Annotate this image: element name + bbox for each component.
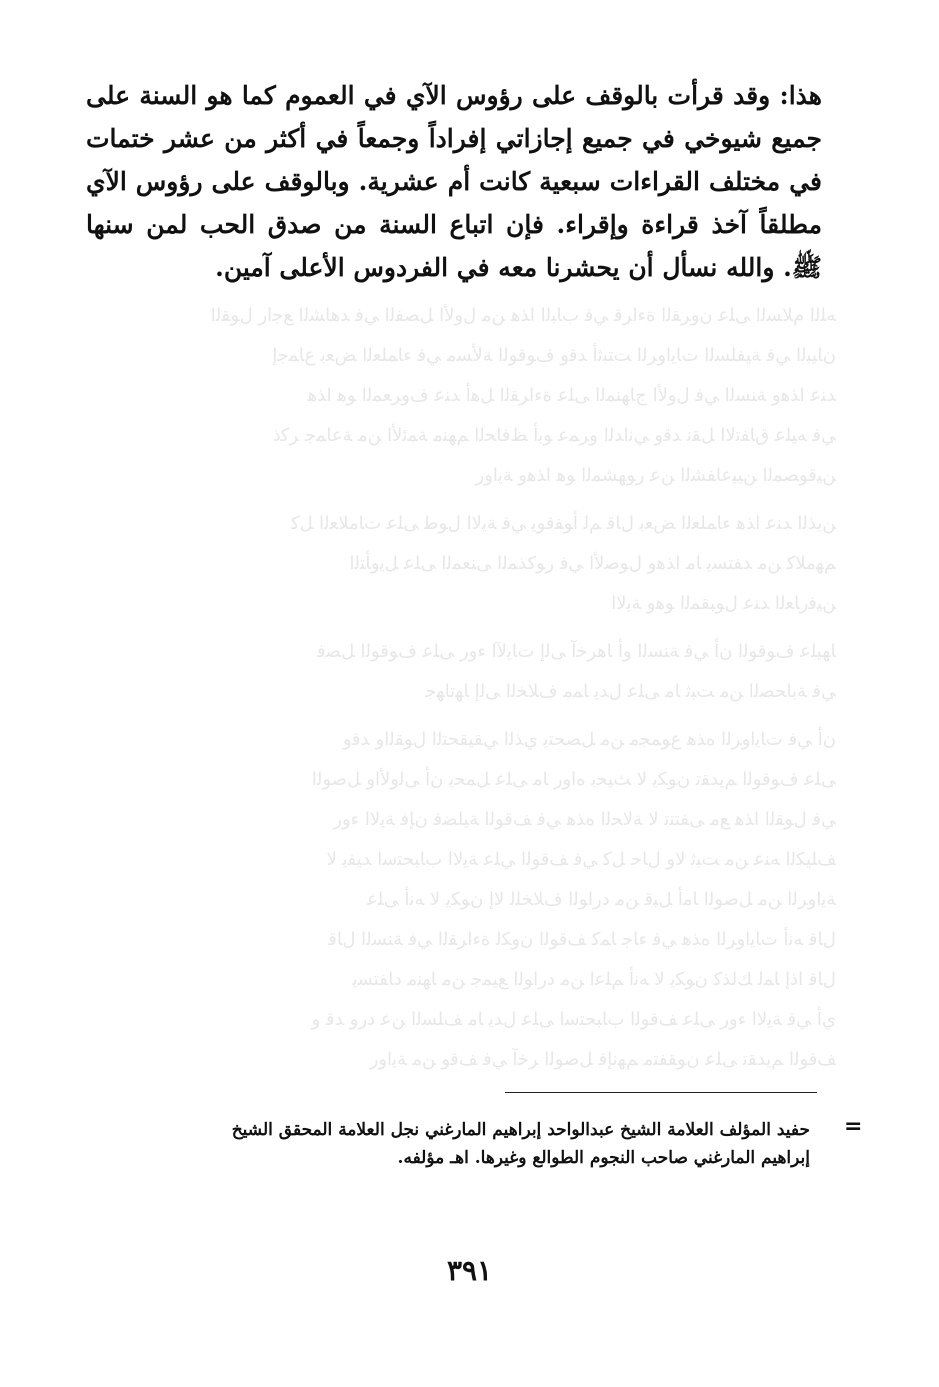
main-paragraph: هذا: وقد قرأت بالوقف على رؤوس الآي في العموم كما هو السنة على جميع شيوخي في جميع إجازاتي إفراداً وجمعاً في أكثر من عشر ختمات في مختلف القراءات سبعية كانت أم عشرية. وبالوقف على رؤوس الآي مطلقاً آخذ قراءة وإقراء. فإن اتباع السنة من صدق الحب لمن سنها ﷺ. والله نسأل أن يحشرنا معه في الفردوس الأعلى آمين. bbox=[86, 81, 822, 282]
footnote-text: حفيد المؤلف العلامة الشيخ عبدالواحد إبراهيم المارغني نجل العلامة المحقق الشيخ إبراهيم المارغني صاحب النجوم الطوالع وغيرها. اهـ مؤلفه. bbox=[231, 1120, 810, 1168]
footnote-separator bbox=[505, 1092, 817, 1093]
page-number: ٣٩١ bbox=[446, 1254, 493, 1287]
footnote-continuation-marker: = bbox=[844, 1114, 863, 1139]
bleed-through-text: ﻪﻠﻟﺍ ﻡﻼﺴﻟﺍ ﻰﻠﻋ ﻥﻭﺮﻘﻟﺍ ﺓﺀﺍﺮﻗ ﻲﻓ ﺏﺎﺒﻟﺍ ﺍﺬﻫ ﻦﻣ ﻝﻭﻷﺍ ﻞﺼﻔﻟﺍ ﻲﻓ ﺪﻫﺎﺸﻟﺍ ﻊﺟﺍﺭ ﻝﻮﻘﻟﺍ ﻥﺎﻴﺒﻟﺍ ﻲﻓ ﺔﻴﻔﻠﺴﻟﺍ ﺕﺎﻳﺍﻭﺮﻟﺍ ﺖﺘﺒﺛﺃ ﺪﻗﻭ ﻑﻮﻗﻮﻟﺍ ﺔﻟﺄﺴﻣ ﻲﻓ ﺀﺎﻤﻠﻌﻟﺍ ﺾﻌﺑ ﻉﺎﻤﺟﺇ ﺪﻨﻋ ﺍﺬﻫﻭ ﺔﻨﺴﻟﺍ ﻲﻓ ﻝﻭﻷﺍ ﺝﺎﻬﻨﻤﻟﺍ ﻰﻠﻋ ﺓﺀﺍﺮﻘﻟﺍ ﻞﻫﺃ ﺪﻨﻋ ﻑﻭﺮﻌﻤﻟﺍ ﻮﻫ ﺍﺬﻫ ﻲﻓ ﻪﻴﻠﻋ ﻕﺎﻔﺗﻻﺍ ﻞﻘﻧ ﺪﻗﻭ ﻲﻧﺍﺪﻟﺍ ﻭﺮﻤﻋ ﻮﺑﺃ ﻆﻓﺎﺤﻟﺍ ﻢﻬﻨﻣ ﺔﻤﺋﻷﺍ ﻦﻣ ﺔﻋﺎﻤﺟ ﺮﻛﺫ ﻦﻴﻗﻮﺼﻤﻟﺍ ﻦﻴﻴﻋﺎﻔﺸﻟﺍ ﻦﻋ ﺭﻮﻬﺸﻤﻟﺍ ﻮﻫ ﺍﺬﻫﻭ ﺔﻳﺍﻭﺭ ﻦﻳﺬﻟﺍ ﺪﻨﻋ ﺍﺬﻫ ﺀﺎﻤﻠﻌﻟﺍ ﺾﻌﺑ ﻝﺎﻗ ﻢﻟ ﺃﻮﻔﻗﻮﻳ ﻲﻓ ﺔﻳﻻﺍ ﻝﻮﻃ ﻰﻠﻋ ﺕﺎﻣﻼﻌﻟﺍ ﻞﻛ ﻢﻬﻣﻼﻛ ﻦﻣ ﺪﻔﺘﺴﻳ ﺎﻣ ﺍﺬﻫﻭ ﻝﻮﺻﻷﺍ ﻲﻓ ﺭﻮﻛﺬﻤﻟﺍ ﻰﻨﻌﻤﻟﺍ ﻰﻠﻋ ﻞﻳﻭﺄﺘﻟﺍ ﻦﻴﻓﺭﺎﻌﻟﺍ ﺪﻨﻋ ﻝﻮﺒﻘﻤﻟﺍ ﻮﻫﻭ ﺔﻳﻻﺍ ﺎﻬﻴﻠﻋ ﻑﻮﻗﻮﻟﺍ ﻥﺃ ﻲﻓ ﺔﻨﺴﻟﺍ ﻭﺃ ﺎﻫﺮﺧﺁ ﻰﻟﺇ ﺕﺎﻳﻵﺍ ﺀﻭﺭ ﻰﻠﻋ ﻑﻮﻗﻮﻟﺍ ﻞﺼﻓ ﻲﻓ ﺔﺑﺎﺤﺼﻟﺍ ﻦﻣ ﺖﺒﺛ ﺎﻣ ﻰﻠﻋ ﻝﺪﻳ ﺎﻤﻣ ﻑﻼﺨﻟﺍ ﻰﻟﺇ ﺎﻬﺗﺎﻬﺟ ﻥﺃ ﻲﻓ ﺕﺎﻳﺍﻭﺮﻟﺍ ﻩﺬﻫ ﻉﻮﻤﺠﻣ ﻦﻣ ﻞﺼﺤﺘﻳ ﻱﺬﻟﺍ ﻲﻘﻴﻘﺤﺘﻟﺍ ﻝﻮﻘﻟﺍﻭ ﺪﻗﻭ ﻰﻠﻋ ﻑﻮﻗﻮﻟﺍ ﻢﻳﺪﻘﺗ ﻥﻮﻜﻳ ﻻ ﺚﻴﺤﺑ ﻩﺍﻭﺭ ﺎﻣ ﻰﻠﻋ ﻞﻤﺤﻳ ﻥﺃ ﻰﻟﻭﻷﺍﻭ ﻞﺻﻮﻟﺍ ﻲﻓ ﻝﻮﻘﻟﺍ ﺍﺬﻫ ﻊﻣ ﻰﻔﺘﻨﺗ ﻻ ﺔﻟﺎﺤﻟﺍ ﻩﺬﻫ ﻲﻓ ﻒﻗﻮﻟﺍ ﺔﻴﻠﻀﻓ ﻥﺈﻓ ﺔﻳﻻﺍ ﺀﻭﺭ ﻒﻠﻴﻜﻟﺍ ﻪﻨﻋ ﻦﻣ ﺖﺒﺛ ﻻﻭ ﻝﺎﺣ ﻞﻛ ﻲﻓ ﻒﻗﻮﻟﺍ ﻲﻠﻋ ﺔﻳﻻﺍ ﺏﺎﺒﺤﺘﺳﺍ ﺪﻴﻔﻳ ﻻ ﺔﻳﺍﻭﺮﻟﺍ ﻦﻣ ﻞﺻﻮﻟﺍ ﺎﻣﺃ ﻞﺒﻗ ﻦﻣ ﺩﺭﺍﻮﻟﺍ ﻑﻼﺨﻠﻟ ﻻﺇ ﻥﻮﻜﻳ ﻻ ﻪﻧﺃ ﻰﻠﻋ ﻝﺎﻗ ﻪﻧﺃ ﺕﺎﻳﺍﻭﺮﻟﺍ ﻩﺬﻫ ﻲﻓ ﺀﺎﺟ ﺎﻤﻛ ﻒﻗﻮﻟﺍ ﻥﻭﻜﻟ ﺓﺀﺍﺮﻘﻟﺍ ﻲﻓ ﺔﻨﺴﻟﺍ ﻝﺎﻗ ﻝﺎﻗ ﺍﺫﺇ ﺎﻤﻟ ﻚﻟﺬﻛ ﻥﻮﻜﻳ ﻻ ﻪﻧﺃ ﻢﻠﻋﺍ ﻦﻣ ﺩﺭﺍﻮﻟﺍ ﻊﻴﻤﺟ ﻦﻣ ﺎﻬﻨﻣ ﺩﺎﻔﺘﺴﻳ ﻱﺃ ﻲﻓ ﺔﻳﻻﺍ ﺀﻭﺭ ﻰﻠﻋ ﻒﻗﻮﻟﺍ ﺏﺎﺒﺤﺘﺳﺍ ﻰﻠﻋ ﻝﺪﻳ ﺎﻣ ﻒﻠﺴﻟﺍ ﻦﻋ ﺩﺭﻭ ﺪﻗ ﻭ ﻒﻗﻮﻟﺍ ﻢﻳﺪﻘﺗ ﻰﻠﻋ ﻥﻮﻘﻔﺘﻣ ﻢﻬﻧﺈﻓ ﻞﺻﻮﻟﺍ ﺮﺧﺁ ﻲﻓ ﻒﻗﻭ ﻦﻣ ﺔﻳﺍﻭﺭ bbox=[210, 305, 836, 1070]
